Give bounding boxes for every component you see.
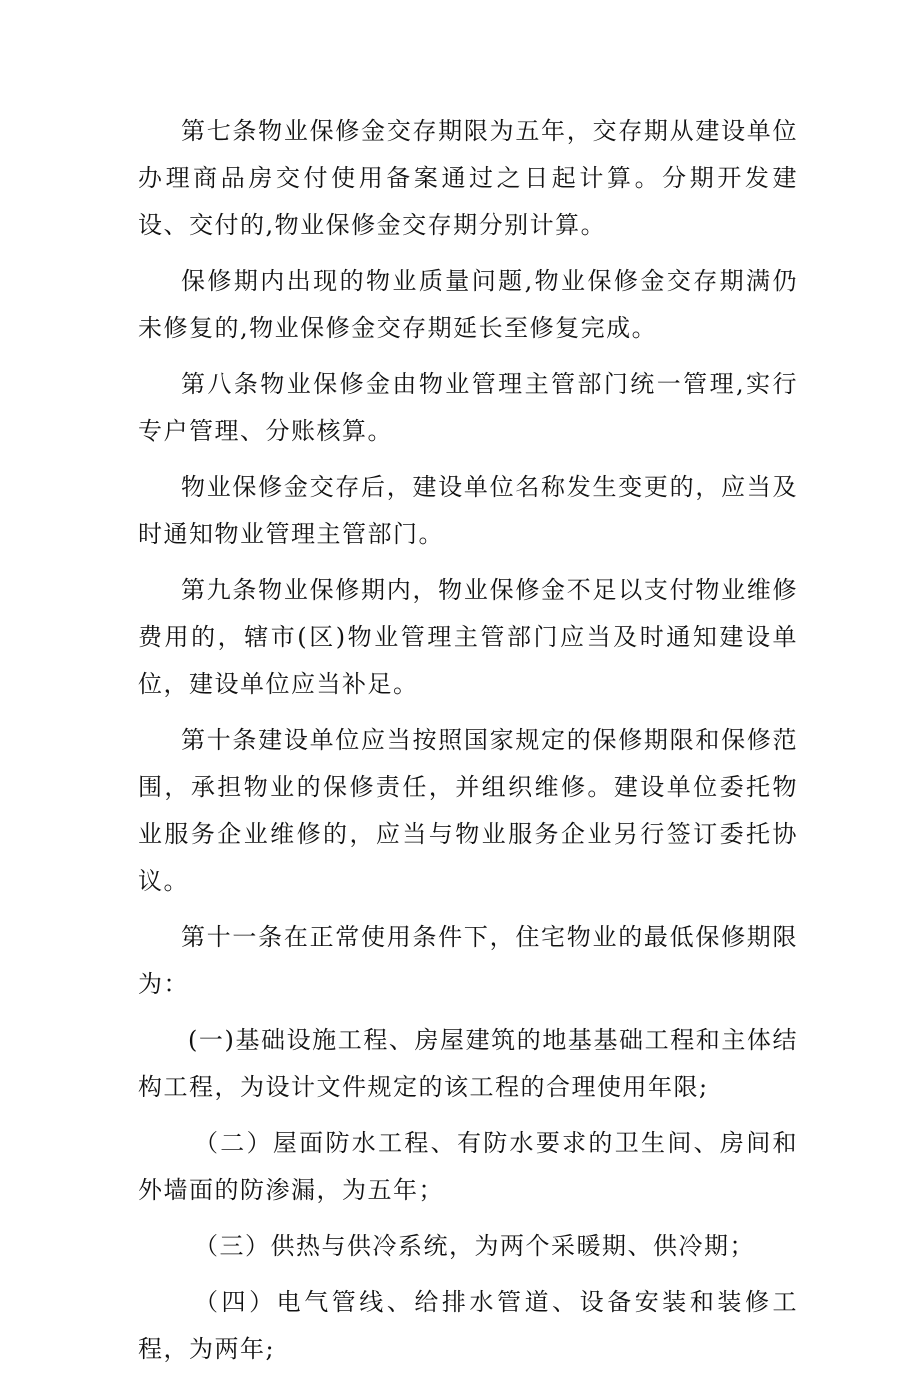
paragraph-article-8: 第八条物业保修金由物业管理主管部门统一管理,实行专户管理、分账核算。 bbox=[138, 370, 798, 445]
list-item-1: (一)基础设施工程、房屋建筑的地基基础工程和主体结构工程，为设计文件规定的该工程的合理使用年限; bbox=[138, 1026, 798, 1101]
paragraph-article-10: 第十条建设单位应当按照国家规定的保修期限和保修范围，承担物业的保修责任，并组织维修。建设单位委托物业服务企业维修的，应当与物业服务企业另行签订委托协议。 bbox=[138, 726, 798, 895]
list-item-2: （二）屋面防水工程、有防水要求的卫生间、房间和外墙面的防渗漏，为五年； bbox=[138, 1129, 798, 1204]
paragraph-article-9: 第九条物业保修期内，物业保修金不足以支付物业维修费用的，辖市(区)物业管理主管部门应当及时通知建设单位，建设单位应当补足。 bbox=[138, 576, 798, 698]
paragraph-article-7: 第七条物业保修金交存期限为五年，交存期从建设单位办理商品房交付使用备案通过之日起计算。分期开发建设、交付的,物业保修金交存期分别计算。 bbox=[138, 117, 798, 239]
paragraph-article-8-name-change: 物业保修金交存后，建设单位名称发生变更的，应当及时通知物业管理主管部门。 bbox=[138, 473, 798, 548]
list-item-3: （三）供热与供冷系统，为两个采暖期、供冷期； bbox=[194, 1232, 755, 1260]
list-item-4: （四）电气管线、给排水管道、设备安装和装修工程，为两年; bbox=[138, 1288, 798, 1363]
paragraph-article-11: 第十一条在正常使用条件下，住宅物业的最低保修期限为： bbox=[138, 923, 798, 998]
paragraph-article-7-extension: 保修期内出现的物业质量问题,物业保修金交存期满仍未修复的,物业保修金交存期延长至修复完成。 bbox=[138, 267, 798, 342]
document-body bbox=[138, 108, 798, 1382]
